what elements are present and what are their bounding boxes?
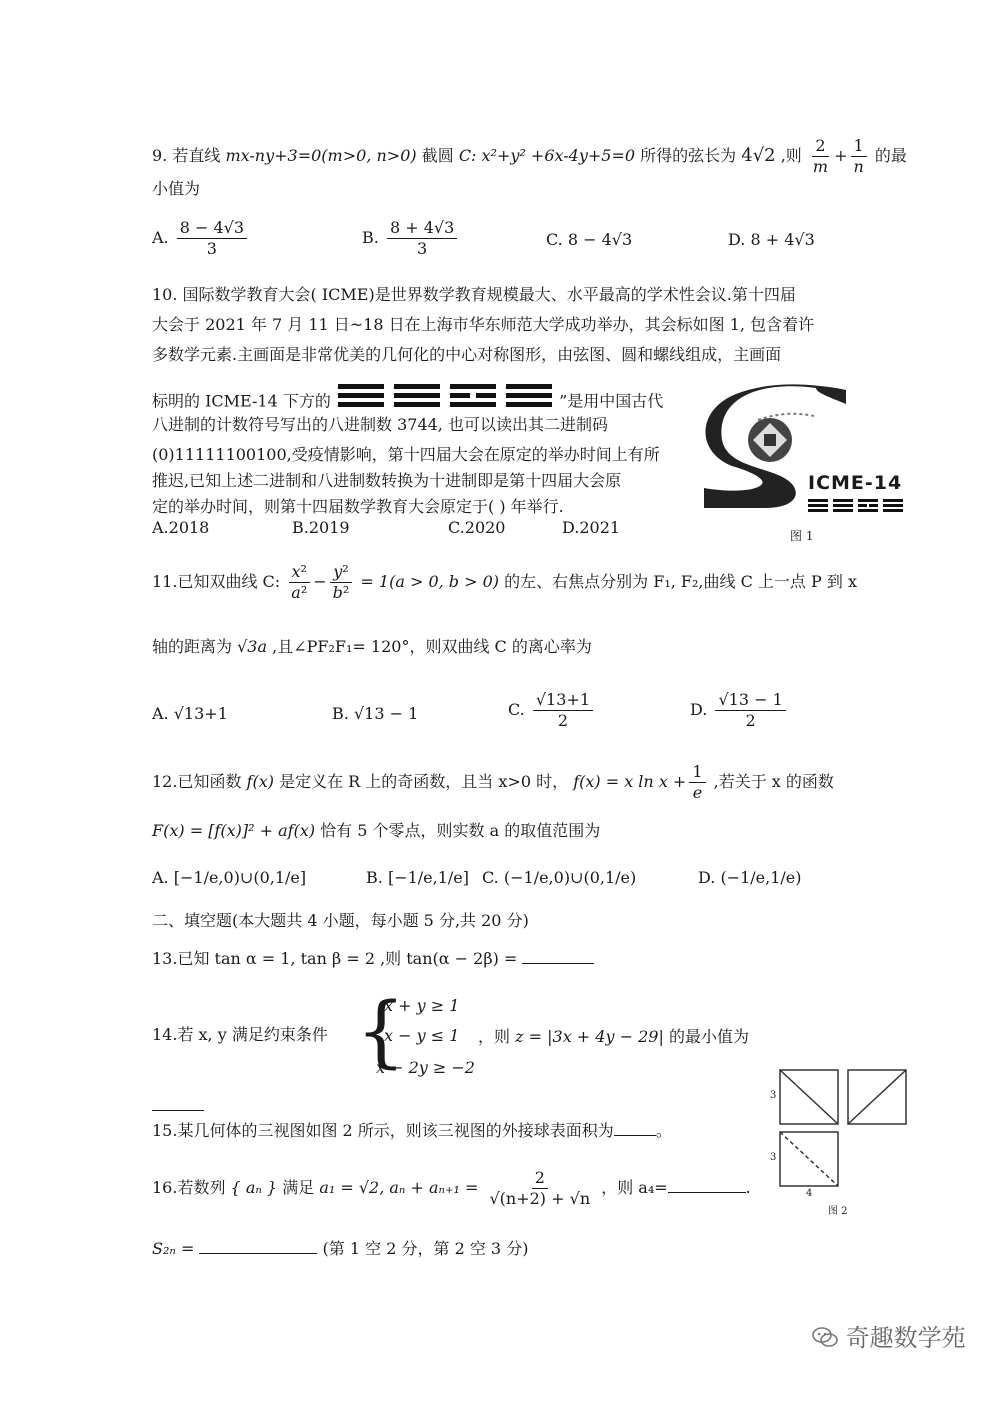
q9-line2: 小值为: [152, 179, 201, 198]
q9-option-d: D. 8 + 4√3: [728, 230, 815, 249]
q16-s2n-blank[interactable]: [199, 1253, 317, 1254]
q13-answer-blank[interactable]: [522, 963, 594, 964]
q9-line-expr: mx-ny+3=0(m>0, n>0): [225, 146, 417, 165]
q12-option-b: B. [−1/e,1/e]: [366, 868, 469, 887]
q9-chord: 4√2: [741, 145, 776, 166]
q11-line2: 轴的距离为 √3a ,且∠PF₂F₁= 120°，则双曲线 C 的离心率为: [152, 637, 592, 656]
section2-heading: 二、填空题(本大题共 4 小题，每小题 5 分,共 20 分): [152, 911, 529, 930]
q9-frac-1n: $\frac{1}{n}$: [850, 136, 866, 177]
q10-option-d: D.2021: [562, 518, 621, 537]
three-view-figure: [770, 1060, 910, 1220]
q9-option-b: B. $\frac{8 + 4√3}{3}$: [362, 218, 460, 259]
q14-brace: {: [356, 987, 406, 1077]
q10-line1: 10. 国际数学教育大会( ICME)是世界数学教育规模最大、水平最高的学术性会议.第十四届: [152, 285, 796, 304]
q14-constraint-2: x − y ≤ 1: [384, 1026, 460, 1045]
fig2-label-3-bottom: 3: [770, 1152, 777, 1163]
q11-distance: √3a: [237, 637, 268, 656]
q10-line8: 定的举办时间，则第十四届数学教育大会原定于( ) 年举行.: [152, 497, 564, 516]
q15-answer-blank[interactable]: [614, 1135, 656, 1136]
q10-line4: 标明的 ICME-14 下方的 ”是用中国古代: [152, 384, 663, 420]
wechat-icon: [812, 1326, 838, 1348]
icme-logo-rods: [808, 497, 904, 516]
q10-option-b: B.2019: [292, 518, 350, 537]
q12-line2: F(x) = [f(x)]² + af(x) 恰有 5 个零点，则实数 a 的取值范围为: [152, 821, 601, 840]
q10-option-c: C.2020: [448, 518, 506, 537]
fig2-caption: 图 2: [828, 1206, 848, 1217]
q11-option-a: A. √13+1: [152, 704, 228, 723]
q11-option-c: C. $\frac{√13+1}{2}$: [508, 690, 596, 731]
q11-line1: 11.已知双曲线 C: $\frac{\text{x²}}{\text{a²}}$ − $\frac{\text{y²}}{\text{b²}}$ = 1(a > 0, b > 0) 的左、右焦点分别为 F₁, F₂,曲线 C 上一点 P 到 x: [152, 562, 857, 602]
q14-constraint-1: x + y ≥ 1: [384, 996, 460, 1015]
q14-constraint-3: x − 2y ≥ −2: [376, 1058, 475, 1077]
icme-logo-text: ICME-14: [808, 472, 903, 494]
octal-rod-symbols: [336, 378, 554, 414]
q9-circle-expr: C: x²+y² +6x-4y+5=0: [458, 146, 636, 165]
q14-text-a: 14.若 x, y 满足约束条件: [152, 1025, 328, 1044]
q9-option-c: C. 8 − 4√3: [546, 230, 633, 249]
q10-line5: 八进制的计数符号写出的八进制数 3744, 也可以读出其二进制码: [152, 415, 608, 434]
q10-line7: 推迟,已知上述二进制和八进制数转换为十进制即是第十四届大会原: [152, 471, 622, 490]
fig2-label-3-top: 3: [770, 1090, 777, 1101]
fig2-label-4: 4: [806, 1188, 813, 1199]
q12-option-c: C. (−1/e,0)∪(0,1/e): [482, 868, 637, 887]
q9-option-a: A. $\frac{8 - 4√3}{3}$: [152, 218, 250, 259]
q10-option-a: A.2018: [152, 518, 210, 537]
q10-line3: 多数学元素.主画面是非常优美的几何化的中心对称图形，由弦图、圆和螺线组成，主画面: [152, 345, 782, 364]
q16-a4-blank[interactable]: [668, 1192, 746, 1193]
q16-line2: S₂ₙ = (第 1 空 2 分，第 2 空 3 分): [152, 1239, 529, 1258]
q14-text-b: ，则 z = |3x + 4y − 29| 的最小值为: [478, 1027, 749, 1046]
watermark: 奇趣数学苑: [812, 1318, 966, 1353]
fig1-caption: 图 1: [790, 529, 814, 543]
icme-logo-figure: [696, 380, 908, 525]
q11-option-d: D. $\frac{√13 - 1}{2}$: [690, 690, 789, 731]
q12-option-d: D. (−1/e,1/e): [698, 868, 802, 887]
q11-option-b: B. √13 − 1: [332, 704, 419, 723]
q10-line2: 大会于 2021 年 7 月 11 日~18 日在上海市华东师范大学成功举办，其会标如图 1, 包含着许: [152, 315, 815, 334]
q9-frac-2m: $\frac{2}{m}$: [812, 136, 829, 176]
q9-line1: 9. 若直线 mx-ny+3=0(m>0, n>0) 截圆 C: x²+y² +6x-4y+5=0 所得的弦长为 4√2 ,则 $\frac{2}{m}$ + $\frac{1}{n}$ 的最: [152, 136, 907, 176]
q10-line6: (0)11111100100,受疫情影响，第十四届大会在原定的举办时间上有所: [152, 445, 660, 464]
q14-answer-blank[interactable]: [152, 1096, 204, 1115]
q16-line1: 16.若数列 { aₙ } 满足 a₁ = √2, aₙ + aₙ₊₁ = $\frac{2}{√(n+2) + √n}$ ，则 a₄= .: [152, 1168, 751, 1208]
q13-line: 13.已知 tan α = 1, tan β = 2 ,则 tan(α − 2β) =: [152, 948, 594, 970]
q12-option-a: A. [−1/e,0)∪(0,1/e]: [152, 868, 307, 887]
q12-line1: 12.已知函数 f(x) 是定义在 R 上的奇函数，且当 x>0 时， f(x) = x ln x + $\frac{1}{e}$ ,若关于 x 的函数: [152, 762, 834, 802]
q15-line: 15.某几何体的三视图如图 2 所示，则该三视图的外接球表面积为 。: [152, 1121, 672, 1140]
